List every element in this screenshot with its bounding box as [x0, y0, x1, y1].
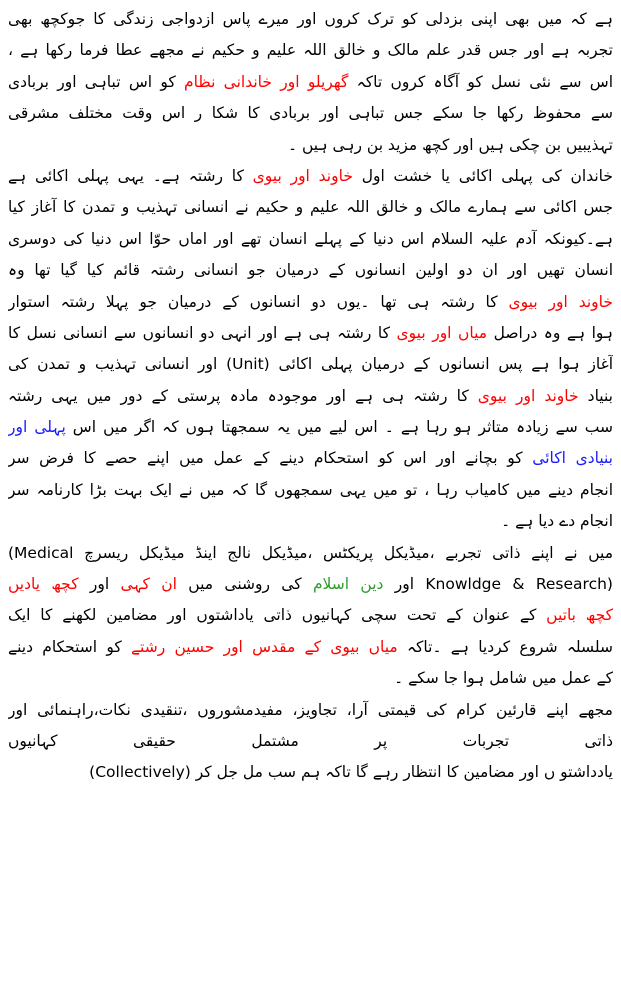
- paragraph: [8, 161, 613, 538]
- text-segment: سب سے زیادہ متاثر ہو رہا ہے ۔ اس لیے میں یہ سمجھتا ہوں کہ اگر میں اس: [65, 418, 613, 437]
- text-segment: کو بچانے اور اس کو استحکام دینے کے عمل میں اپنے حصے کا فرض سر: [8, 449, 533, 468]
- highlighted-text: خاوند اور بیوی: [508, 292, 613, 311]
- text-segment: انسان تھیں اور ان دو اولین انسانوں کے درمیان جو انسانی رشتہ قائم کیا گیا تھا وہ: [8, 261, 613, 280]
- text-segment: کا رشتہ ہی تھا ۔یوں دو انسانوں کے درمیان جو پہلا رشتہ استوار: [8, 292, 509, 311]
- text-segment: کے عنوان کے تحت سچی کہانیوں ذاتی یاداشتوں اور مضامین لکھنے کا ایک: [8, 606, 547, 625]
- text-line: [8, 98, 613, 129]
- text-segment: کا رشتہ ہی ہے اور انہی دو انسانوں سے انسانی نسل کا: [8, 323, 397, 342]
- text-line: [8, 161, 613, 192]
- text-segment: اور: [78, 575, 121, 594]
- text-line: [8, 318, 613, 349]
- text-segment: کی روشنی میں: [176, 575, 313, 594]
- text-segment: آغاز ہوا ہے پس انسانوں کے درمیان پہلی اکائی: [269, 355, 613, 374]
- text-segment: اس سے نئی نسل کو آگاہ کروں تاکہ: [348, 72, 613, 91]
- text-line: [8, 663, 613, 694]
- text-line: [8, 287, 613, 318]
- text-line: [8, 412, 613, 443]
- text-segment: خاندان کی پہلی اکائی یا خشت اول: [352, 166, 613, 185]
- paragraph: [8, 4, 613, 161]
- highlighted-text: میاں اور بیوی: [396, 323, 488, 342]
- text-segment: کے عمل میں شامل ہوا جا سکے ۔: [394, 669, 613, 688]
- text-line: [8, 569, 613, 600]
- text-line: [8, 475, 613, 506]
- highlighted-text: پہلی اور: [8, 418, 66, 437]
- text-segment: (Medical: [8, 543, 74, 562]
- text-line: [8, 506, 613, 537]
- text-segment: تہذیبیں بن چکی ہیں اور کچھ مزید بن رہی ہیں ۔: [287, 135, 613, 154]
- text-line: [8, 255, 613, 286]
- text-line: [8, 757, 613, 788]
- text-line: [8, 381, 613, 412]
- text-line: [8, 224, 613, 255]
- text-segment: Knowldge & Research): [425, 575, 613, 594]
- text-segment: کو اس تباہی اور بربادی: [8, 72, 185, 91]
- highlighted-text: کچھ باتیں: [546, 606, 613, 625]
- text-segment: بنیاد: [578, 386, 613, 405]
- text-segment: ہے کہ میں بھی اپنی بزدلی کو ترک کروں اور میرے پاس ازدواجی زندگی کا جوکچھ بھی: [8, 10, 613, 28]
- text-line: [8, 726, 613, 757]
- highlighted-text: بنیادی اکائی: [532, 449, 613, 468]
- highlighted-text: خاوند اور بیوی: [252, 166, 353, 185]
- text-segment: انجام دے دیا ہے ۔: [501, 512, 613, 531]
- text-segment: ہے۔کیونکہ آدم علیہ السلام اس دنیا کے پہلے انسان تھے اور اماں حوّا اس دنیا کی دوسری: [8, 229, 613, 248]
- text-line: [8, 349, 613, 380]
- text-segment: کا رشتہ ہی ہے اور موجودہ مادہ پرستی کے دور میں یہی رشتہ: [8, 386, 478, 405]
- text-segment: مجھے اپنے قارئین کرام کی قیمتی آرا، تجاویز، مفیدمشوروں ،تنقیدی نکات،راہنمائی اور: [8, 700, 613, 719]
- text-segment: انجام دینے میں کامیاب رہا ، تو میں یہی سمجھوں گا کہ میں نے ایک بہت بڑا کارنامہ سر: [8, 480, 613, 499]
- highlighted-text: دین اسلام: [312, 575, 384, 594]
- text-segment: سے محفوظ رکھا جا سکے جس تباہی اور بربادی کا شکا ر اس وقت مختلف مشرقی: [8, 104, 613, 123]
- text-segment: اور انسانی تہذیب و تمدن کی: [8, 355, 227, 374]
- text-line: [8, 67, 613, 98]
- text-segment: سلسلہ شروع کردیا ہے ۔تاکہ: [397, 637, 613, 656]
- paragraph: [8, 695, 613, 789]
- text-segment: یادداشتو ں اور مضامین کا انتظار رہے گا تاکہ ہم سب مل جل کر: [190, 763, 613, 782]
- text-line: [8, 538, 613, 569]
- paragraph: [8, 538, 613, 695]
- text-segment: (Unit): [226, 355, 270, 374]
- text-segment: (Collectively): [89, 763, 191, 782]
- text-line: [8, 35, 613, 66]
- text-line: [8, 632, 613, 663]
- text-line: [8, 600, 613, 631]
- highlighted-text: خاوند اور بیوی: [477, 386, 579, 405]
- text-line: [8, 4, 613, 35]
- text-line: [8, 130, 613, 161]
- text-segment: ہوا ہے وہ دراصل: [487, 323, 613, 342]
- text-line: [8, 192, 613, 223]
- highlighted-text: کچھ یادیں: [8, 575, 79, 594]
- highlighted-text: گھریلو اور خاندانی نظام: [184, 72, 349, 91]
- text-segment: ذاتی تجربات پر مشتمل حقیقی کہانیوں: [8, 731, 613, 750]
- text-line: [8, 695, 613, 726]
- highlighted-text: ان کہی: [120, 575, 177, 594]
- highlighted-text: میاں بیوی کے مقدس اور حسین رشتے: [130, 637, 398, 656]
- text-segment: جس اکائی سے ہمارے مالک و خالق اللہ علیم و حکیم نے انسانی تہذیب و تمدن کا آغاز کیا: [8, 198, 613, 217]
- text-segment: تجربہ ہے اور جس قدر علم مالک و خالق اللہ علیم و حکیم نے مجھے عطا فرما رکھا ہے ،: [8, 41, 613, 60]
- text-segment: اور: [383, 575, 426, 594]
- text-segment: کا رشتہ ہے۔ یہی پہلی اکائی ہے: [8, 166, 253, 185]
- text-line: [8, 443, 613, 474]
- text-segment: کو استحکام دینے: [8, 637, 131, 656]
- text-segment: میں نے اپنے ذاتی تجربے ،میڈیکل پریکٹس ،میڈیکل نالج اینڈ میڈیکل ریسرچ: [73, 543, 613, 562]
